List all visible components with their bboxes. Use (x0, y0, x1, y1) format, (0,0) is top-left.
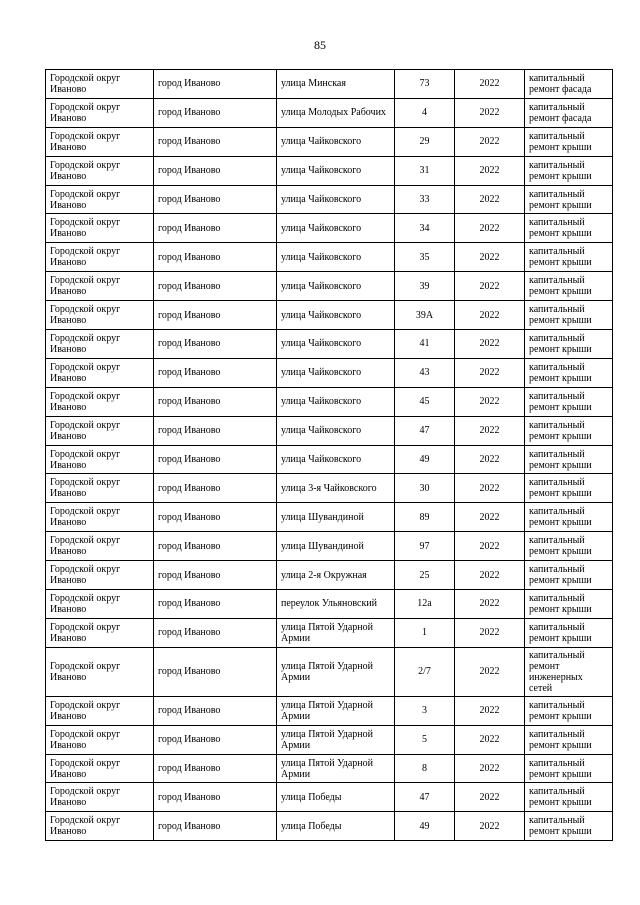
work-type-cell: капитальный ремонт крыши (525, 127, 613, 156)
table-row (46, 618, 613, 647)
year-cell: 2022 (455, 474, 525, 503)
year-cell: 2022 (455, 214, 525, 243)
year-cell: 2022 (455, 185, 525, 214)
street-cell: улица Пятой Ударной Армии (277, 725, 395, 754)
house-number-cell: 45 (395, 387, 455, 416)
work-type-cell: капитальный ремонт крыши (525, 445, 613, 474)
year-cell: 2022 (455, 358, 525, 387)
street-cell: улица Чайковского (277, 330, 395, 359)
table-row (46, 185, 613, 214)
city-cell: город Иваново (154, 387, 277, 416)
work-type-cell: капитальный ремонт крыши (525, 185, 613, 214)
year-cell: 2022 (455, 445, 525, 474)
table-row (46, 725, 613, 754)
year-cell: 2022 (455, 70, 525, 99)
district-cell: Городской округ Иваново (46, 70, 154, 99)
year-cell: 2022 (455, 503, 525, 532)
work-type-cell: капитальный ремонт крыши (525, 754, 613, 783)
table-row (46, 754, 613, 783)
work-type-cell: капитальный ремонт крыши (525, 725, 613, 754)
city-cell: город Иваново (154, 503, 277, 532)
house-number-cell: 1 (395, 618, 455, 647)
city-cell: город Иваново (154, 214, 277, 243)
house-number-cell: 39А (395, 301, 455, 330)
street-cell: улица Чайковского (277, 156, 395, 185)
district-cell: Городской округ Иваново (46, 330, 154, 359)
district-cell: Городской округ Иваново (46, 358, 154, 387)
work-type-cell: капитальный ремонт инженерных сетей (525, 647, 613, 696)
work-type-cell: капитальный ремонт фасада (525, 70, 613, 99)
work-type-cell: капитальный ремонт фасада (525, 98, 613, 127)
house-number-cell: 33 (395, 185, 455, 214)
street-cell: улица Пятой Ударной Армии (277, 618, 395, 647)
street-cell: улица Пятой Ударной Армии (277, 696, 395, 725)
table-row (46, 301, 613, 330)
work-type-cell: капитальный ремонт крыши (525, 156, 613, 185)
district-cell: Городской округ Иваново (46, 725, 154, 754)
year-cell: 2022 (455, 301, 525, 330)
district-cell: Городской округ Иваново (46, 783, 154, 812)
city-cell: город Иваново (154, 127, 277, 156)
district-cell: Городской округ Иваново (46, 301, 154, 330)
house-number-cell: 41 (395, 330, 455, 359)
district-cell: Городской округ Иваново (46, 647, 154, 696)
street-cell: улица Победы (277, 783, 395, 812)
district-cell: Городской округ Иваново (46, 532, 154, 561)
house-number-cell: 35 (395, 243, 455, 272)
table-row (46, 70, 613, 99)
street-cell: улица Пятой Ударной Армии (277, 647, 395, 696)
street-cell: улица Минская (277, 70, 395, 99)
house-number-cell: 73 (395, 70, 455, 99)
city-cell: город Иваново (154, 812, 277, 841)
year-cell: 2022 (455, 647, 525, 696)
street-cell: улица Чайковского (277, 445, 395, 474)
district-cell: Городской округ Иваново (46, 812, 154, 841)
district-cell: Городской округ Иваново (46, 445, 154, 474)
city-cell: город Иваново (154, 98, 277, 127)
repair-schedule-table (45, 69, 613, 841)
city-cell: город Иваново (154, 243, 277, 272)
district-cell: Городской округ Иваново (46, 156, 154, 185)
street-cell: улица Чайковского (277, 127, 395, 156)
city-cell: город Иваново (154, 70, 277, 99)
table-row (46, 243, 613, 272)
work-type-cell: капитальный ремонт крыши (525, 561, 613, 590)
city-cell: город Иваново (154, 590, 277, 619)
district-cell: Городской округ Иваново (46, 561, 154, 590)
year-cell: 2022 (455, 618, 525, 647)
house-number-cell: 30 (395, 474, 455, 503)
house-number-cell: 47 (395, 416, 455, 445)
street-cell: улица Шувандиной (277, 532, 395, 561)
city-cell: город Иваново (154, 474, 277, 503)
district-cell: Городской округ Иваново (46, 98, 154, 127)
work-type-cell: капитальный ремонт крыши (525, 416, 613, 445)
work-type-cell: капитальный ремонт крыши (525, 387, 613, 416)
table-row (46, 474, 613, 503)
year-cell: 2022 (455, 696, 525, 725)
district-cell: Городской округ Иваново (46, 127, 154, 156)
table-row (46, 647, 613, 696)
work-type-cell: капитальный ремонт крыши (525, 301, 613, 330)
year-cell: 2022 (455, 783, 525, 812)
year-cell: 2022 (455, 156, 525, 185)
street-cell: улица Победы (277, 812, 395, 841)
street-cell: улица Чайковского (277, 358, 395, 387)
work-type-cell: капитальный ремонт крыши (525, 272, 613, 301)
house-number-cell: 97 (395, 532, 455, 561)
house-number-cell: 5 (395, 725, 455, 754)
house-number-cell: 39 (395, 272, 455, 301)
work-type-cell: капитальный ремонт крыши (525, 532, 613, 561)
table-body (46, 70, 613, 841)
city-cell: город Иваново (154, 725, 277, 754)
street-cell: улица Шувандиной (277, 503, 395, 532)
house-number-cell: 89 (395, 503, 455, 532)
table-row (46, 214, 613, 243)
city-cell: город Иваново (154, 696, 277, 725)
table-row (46, 127, 613, 156)
street-cell: улица Чайковского (277, 387, 395, 416)
district-cell: Городской округ Иваново (46, 503, 154, 532)
table-row (46, 416, 613, 445)
work-type-cell: капитальный ремонт крыши (525, 243, 613, 272)
house-number-cell: 2/7 (395, 647, 455, 696)
street-cell: улица Молодых Рабочих (277, 98, 395, 127)
district-cell: Городской округ Иваново (46, 387, 154, 416)
work-type-cell: капитальный ремонт крыши (525, 618, 613, 647)
year-cell: 2022 (455, 725, 525, 754)
year-cell: 2022 (455, 243, 525, 272)
work-type-cell: капитальный ремонт крыши (525, 358, 613, 387)
house-number-cell: 4 (395, 98, 455, 127)
city-cell: город Иваново (154, 185, 277, 214)
house-number-cell: 43 (395, 358, 455, 387)
year-cell: 2022 (455, 330, 525, 359)
work-type-cell: капитальный ремонт крыши (525, 590, 613, 619)
city-cell: город Иваново (154, 783, 277, 812)
street-cell: улица Чайковского (277, 272, 395, 301)
house-number-cell: 34 (395, 214, 455, 243)
city-cell: город Иваново (154, 416, 277, 445)
table-row (46, 812, 613, 841)
year-cell: 2022 (455, 812, 525, 841)
street-cell: улица Чайковского (277, 185, 395, 214)
table-row (46, 532, 613, 561)
page-number: 85 (314, 38, 326, 52)
year-cell: 2022 (455, 561, 525, 590)
work-type-cell: капитальный ремонт крыши (525, 783, 613, 812)
street-cell: улица 3-я Чайковского (277, 474, 395, 503)
table-row (46, 387, 613, 416)
table-row (46, 783, 613, 812)
work-type-cell: капитальный ремонт крыши (525, 330, 613, 359)
year-cell: 2022 (455, 387, 525, 416)
district-cell: Городской округ Иваново (46, 214, 154, 243)
house-number-cell: 12а (395, 590, 455, 619)
year-cell: 2022 (455, 98, 525, 127)
district-cell: Городской округ Иваново (46, 696, 154, 725)
year-cell: 2022 (455, 754, 525, 783)
house-number-cell: 25 (395, 561, 455, 590)
house-number-cell: 31 (395, 156, 455, 185)
table-row (46, 156, 613, 185)
street-cell: улица Чайковского (277, 416, 395, 445)
work-type-cell: капитальный ремонт крыши (525, 474, 613, 503)
table-row (46, 330, 613, 359)
district-cell: Городской округ Иваново (46, 590, 154, 619)
district-cell: Городской округ Иваново (46, 416, 154, 445)
work-type-cell: капитальный ремонт крыши (525, 812, 613, 841)
house-number-cell: 29 (395, 127, 455, 156)
street-cell: улица Пятой Ударной Армии (277, 754, 395, 783)
city-cell: город Иваново (154, 561, 277, 590)
table-row (46, 272, 613, 301)
house-number-cell: 49 (395, 812, 455, 841)
district-cell: Городской округ Иваново (46, 474, 154, 503)
street-cell: улица Чайковского (277, 301, 395, 330)
table-row (46, 561, 613, 590)
city-cell: город Иваново (154, 647, 277, 696)
house-number-cell: 49 (395, 445, 455, 474)
table-row (46, 445, 613, 474)
street-cell: улица Чайковского (277, 214, 395, 243)
table-row (46, 358, 613, 387)
district-cell: Городской округ Иваново (46, 754, 154, 783)
city-cell: город Иваново (154, 272, 277, 301)
street-cell: улица 2-я Окружная (277, 561, 395, 590)
street-cell: переулок Ульяновский (277, 590, 395, 619)
table-row (46, 503, 613, 532)
house-number-cell: 47 (395, 783, 455, 812)
city-cell: город Иваново (154, 301, 277, 330)
city-cell: город Иваново (154, 156, 277, 185)
city-cell: город Иваново (154, 330, 277, 359)
street-cell: улица Чайковского (277, 243, 395, 272)
table-row (46, 98, 613, 127)
district-cell: Городской округ Иваново (46, 243, 154, 272)
work-type-cell: капитальный ремонт крыши (525, 503, 613, 532)
city-cell: город Иваново (154, 445, 277, 474)
district-cell: Городской округ Иваново (46, 185, 154, 214)
city-cell: город Иваново (154, 358, 277, 387)
year-cell: 2022 (455, 416, 525, 445)
work-type-cell: капитальный ремонт крыши (525, 696, 613, 725)
district-cell: Городской округ Иваново (46, 272, 154, 301)
house-number-cell: 8 (395, 754, 455, 783)
year-cell: 2022 (455, 127, 525, 156)
work-type-cell: капитальный ремонт крыши (525, 214, 613, 243)
city-cell: город Иваново (154, 618, 277, 647)
year-cell: 2022 (455, 532, 525, 561)
district-cell: Городской округ Иваново (46, 618, 154, 647)
city-cell: город Иваново (154, 532, 277, 561)
house-number-cell: 3 (395, 696, 455, 725)
table-row (46, 590, 613, 619)
year-cell: 2022 (455, 590, 525, 619)
year-cell: 2022 (455, 272, 525, 301)
table-row (46, 696, 613, 725)
city-cell: город Иваново (154, 754, 277, 783)
